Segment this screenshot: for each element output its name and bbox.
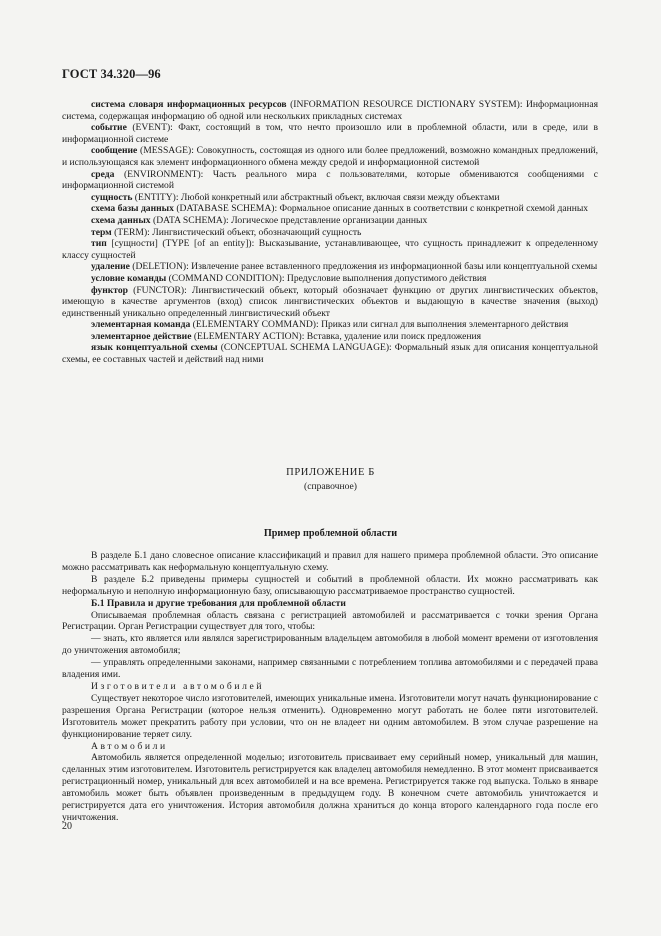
glossary-definition: (CONCEPTUAL SCHEMA LANGUAGE): Формальный язык для описания концептуальной схемы, ее составных частей и действий над ними	[62, 342, 598, 366]
body-paragraph: В разделе Б.2 приведены примеры сущностей и событий в проблемной области. Их можно рассматривать как неформальную и неполную информационную базу, описывающую рассматриваемое пространство сущностей.	[62, 573, 598, 597]
body-paragraph: В разделе Б.1 дано словесное описание классификаций и правил для нашего примера проблемной области. Это описание можно рассматривать как неформальную концептуальную схему.	[62, 550, 598, 573]
appendix-title: ПРИЛОЖЕНИЕ Б	[286, 467, 375, 478]
glossary-term: тип	[91, 238, 107, 250]
glossary-entry	[62, 261, 598, 273]
glossary-term: элементарная команда	[91, 319, 191, 331]
standard-header: ГОСТ 34.320—96	[62, 67, 161, 81]
glossary-definition: (EVENT): Факт, состоящий в том, что нечто произошло или в проблемной области, или в среде, или в информационной системе	[62, 122, 598, 145]
glossary-term: функтор	[91, 284, 128, 296]
glossary-entry	[62, 215, 598, 227]
glossary-term: среда	[91, 168, 115, 180]
page-number: 20	[62, 821, 72, 832]
glossary-entry	[62, 319, 598, 331]
body-paragraph: Автомобиль является определенной моделью; изготовитель присваивает ему серийный номер, уникальный для машин, сделанных этим изготовителем. Изготовитель регистрируется как владелец автомобиля немедленно. В этот момент присваивается регистрационный номер, уникальный для всех автомобилей и на все времена. Регистрируется также год выпуска. Только в январе автомобиль может быть объявлен произведенным в предыдущем году. В конечном счете автомобиль уничтожается и регистрируется дата его уничтожения. История автомобиля должна храниться до конца второго календарного года после его уничтожения.	[62, 752, 598, 823]
glossary-list	[62, 99, 598, 366]
glossary-term: терм	[91, 226, 112, 238]
subsection-heading: Изготовители автомобилей	[91, 680, 265, 692]
glossary-definition: (ELEMENTARY ACTION): Вставка, удаление или поиск предложения	[191, 330, 482, 342]
glossary-entry	[62, 238, 598, 261]
glossary-entry	[62, 122, 598, 145]
glossary-definition: [сущности] (TYPE [of an entity]): Высказывание, устанавливающее, что сущность принадлежит к определенному классу сущностей	[62, 238, 598, 261]
glossary-term: событие	[91, 122, 127, 134]
subsection-heading: Автомобили	[91, 740, 168, 752]
glossary-definition: (INFORMATION RESOURCE DICTIONARY SYSTEM): Информационная система, содержащая информацию об одной или нескольких прикладных системах	[62, 99, 598, 122]
glossary-definition: (ELEMENTARY COMMAND): Приказ или сигнал для выполнения элементарного действия	[190, 319, 569, 331]
glossary-entry	[62, 192, 598, 204]
body-paragraph: Существует некоторое число изготовителей, имеющих уникальные имена. Изготовители могут начать функционирование с разрешения Органа Регистрации (которое нельзя отменить). Одновременно могут работать не более пяти изготовителей. Изготовитель может прекратить работу при условии, что он не владеет ни одним автомобилем. В этом случае разрешение на функционирование теряет силу.	[62, 692, 598, 740]
glossary-term: удаление	[91, 261, 130, 273]
glossary-term: сущность	[91, 191, 133, 203]
glossary-definition: (DATA SCHEMA): Логическое представление организации данных	[150, 214, 428, 226]
list-item: — знать, кто является или являлся зарегистрированным владельцем автомобиля в любой момент времени от изготовления до уничтожения автомобиля;	[62, 633, 598, 657]
glossary-entry	[62, 273, 598, 285]
glossary-term: элементарное действие	[91, 330, 192, 342]
glossary-term: условие команды	[91, 272, 167, 284]
glossary-entry	[62, 203, 598, 215]
body-paragraph: Описываемая проблемная область связана с регистрацией автомобилей и рассматривается с точки зрения Органа Регистрации. Орган Регистрации существует для того, чтобы:	[62, 609, 598, 633]
appendix-subtitle: (справочное)	[304, 481, 357, 492]
glossary-entry	[62, 342, 598, 365]
glossary-entry	[62, 227, 598, 239]
glossary-definition: (COMMAND CONDITION): Предусловие выполнения допустимого действия	[166, 272, 487, 284]
glossary-term: схема базы данных	[91, 203, 174, 215]
list-item: — управлять определенными законами, например связанными с потреблением топлива автомобилями и с передачей права владения ими.	[62, 657, 598, 681]
glossary-definition: (ENVIRONMENT): Часть реального мира с пользователями, которые обмениваются сообщениями с информационной системой	[62, 168, 598, 192]
glossary-entry	[62, 285, 598, 320]
appendix-body	[62, 550, 598, 824]
glossary-definition: (DATABASE SCHEMA): Формальное описание данных в соответствии с конкретной схемой данных	[173, 203, 589, 215]
glossary-term: сообщение	[91, 145, 138, 157]
glossary-term: язык концептуальной схемы	[91, 342, 218, 354]
appendix-heading: Пример проблемной области	[263, 528, 398, 539]
glossary-definition: (TERM): Лингвистический объект, обозначающий сущность	[111, 226, 362, 238]
glossary-entry	[62, 169, 598, 192]
glossary-definition: (DELETION): Извлечение ранее вставленного предложения из информационной базы или концептуальной схемы	[129, 261, 598, 273]
section-heading: Б.1 Правила и другие требования для проблемной области	[91, 597, 346, 609]
glossary-definition: (ENTITY): Любой конкретный или абстрактный объект, включая связи между объектами	[132, 191, 500, 203]
glossary-entry	[62, 331, 598, 343]
glossary-term: схема данных	[91, 214, 151, 226]
glossary-definition: (FUNCTOR): Лингвистический объект, который обозначает функцию от других лингвистических объектов, имеющую в качестве аргументов (вход) список лингвистических объектов и выдающую в качестве значения (выход) единственный уникально определенный лингвистический объект	[62, 284, 598, 319]
glossary-entry	[62, 145, 598, 168]
glossary-entry	[62, 99, 598, 122]
glossary-term: система словаря информационных ресурсов	[91, 99, 287, 110]
glossary-definition: (MESSAGE): Совокупность, состоящая из одного или более предложений, возможно командных предложений, и использующаяся как элемент информационного обмена между средой и информационной системой	[62, 145, 598, 168]
